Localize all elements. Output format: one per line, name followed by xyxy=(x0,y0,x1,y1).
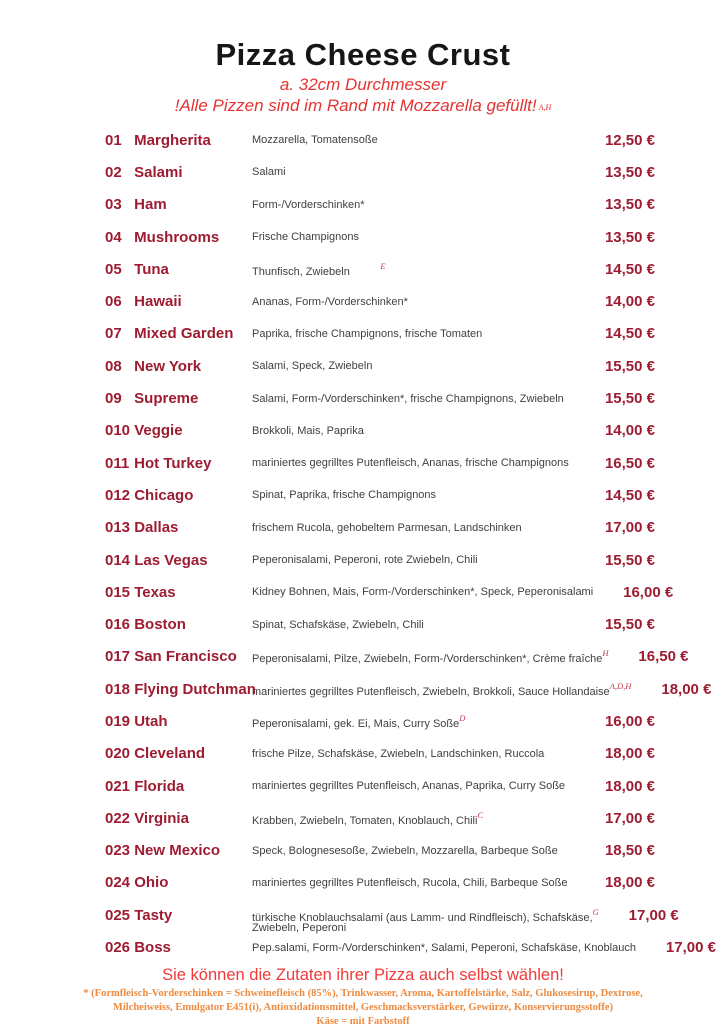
menu-list xyxy=(0,124,726,964)
item-name xyxy=(105,164,252,181)
item-price: 12,50 € xyxy=(604,131,655,149)
item-name xyxy=(105,680,256,698)
item-price: 15,50 € xyxy=(604,616,655,634)
item-ingredients: Frische Champignons xyxy=(252,231,359,244)
item-title: Mixed Garden xyxy=(134,325,234,343)
item-allergen-sup: D xyxy=(459,712,466,723)
item-title: Boss xyxy=(134,939,171,957)
item-number: 026 xyxy=(105,939,131,957)
item-number: 014 xyxy=(105,551,131,569)
item-allergen-sup: C xyxy=(477,809,484,820)
item-allergen-sup: A,D,H xyxy=(609,680,632,691)
item-ingredients: mariniertes gegrilltes Putenfleisch, Rucola, Chili, Barbeque Soße xyxy=(252,876,568,889)
item-title: Flying Dutchman xyxy=(134,680,256,698)
item-title: San Francisco xyxy=(134,648,237,666)
menu-item-row xyxy=(105,673,712,705)
item-description xyxy=(252,619,575,631)
item-name xyxy=(105,132,252,149)
item-name xyxy=(105,358,252,375)
menu-item-row xyxy=(105,221,655,253)
item-title: Supreme xyxy=(134,390,199,408)
ingredients-footnote xyxy=(0,987,726,1024)
item-price: 15,50 € xyxy=(604,551,655,569)
item-ingredients: Mozzarella, Tomatensoße xyxy=(252,134,378,147)
item-name xyxy=(105,616,252,633)
item-number: 07 xyxy=(105,325,122,343)
item-ingredients-line2: Zwiebeln, Peperoni xyxy=(252,921,347,934)
item-title: Tuna xyxy=(134,260,169,278)
item-description xyxy=(252,296,575,308)
item-description xyxy=(252,489,575,501)
menu-item-row xyxy=(105,738,655,770)
item-number: 03 xyxy=(105,196,122,214)
item-ingredients: Brokkoli, Mais, Paprika xyxy=(252,424,364,437)
item-number: 01 xyxy=(105,131,122,149)
item-allergen-sup: H xyxy=(602,648,609,659)
item-price: 18,50 € xyxy=(604,842,655,860)
page-title: Pizza Cheese Crust xyxy=(215,37,511,72)
item-description xyxy=(252,425,575,437)
menu-item-row xyxy=(105,835,655,867)
item-description xyxy=(252,942,636,954)
item-name xyxy=(105,907,252,924)
item-title: Las Vegas xyxy=(134,551,208,569)
item-price: 16,50 € xyxy=(638,648,689,666)
item-ingredients: frischem Rucola, gehobeltem Parmesan, Landschinken xyxy=(252,521,522,534)
menu-header xyxy=(0,0,726,118)
item-ingredients: Form-/Vorderschinken* xyxy=(252,198,365,211)
item-name xyxy=(105,519,252,536)
item-price: 14,00 € xyxy=(604,293,655,311)
item-description xyxy=(252,360,575,372)
item-name xyxy=(105,455,252,472)
menu-item-row xyxy=(105,479,655,511)
menu-item-row xyxy=(105,608,655,640)
item-title: Ohio xyxy=(134,874,169,892)
item-number: 023 xyxy=(105,842,131,860)
item-title: New York xyxy=(134,357,202,375)
item-number: 010 xyxy=(105,422,131,440)
item-name xyxy=(105,939,252,956)
item-name xyxy=(105,229,252,246)
item-number: 022 xyxy=(105,809,131,827)
item-ingredients: frische Pilze, Schafskäse, Zwiebeln, Landschinken, Ruccola xyxy=(252,747,545,760)
item-name xyxy=(105,842,252,859)
item-title: New Mexico xyxy=(134,842,221,860)
item-description xyxy=(252,681,631,698)
item-number: 08 xyxy=(105,357,122,375)
item-ingredients: Speck, Bolognesesoße, Zwiebeln, Mozzarella, Barbeque Soße xyxy=(252,844,558,857)
menu-item-row xyxy=(105,350,655,382)
item-description xyxy=(252,713,575,730)
item-allergen-sup: G xyxy=(592,906,599,917)
item-ingredients: Spinat, Schafskäse, Zwiebeln, Chili xyxy=(252,618,424,631)
item-ingredients: mariniertes gegrilltes Putenfleisch, Ananas, Paprika, Curry Soße xyxy=(252,780,566,793)
menu-item-row xyxy=(105,544,655,576)
item-allergen-sup: E xyxy=(380,260,386,271)
item-number: 017 xyxy=(105,648,131,666)
item-price: 13,50 € xyxy=(604,163,655,181)
item-price: 17,00 € xyxy=(604,809,655,827)
item-name xyxy=(105,293,252,310)
item-description xyxy=(252,906,599,934)
item-title: Salami xyxy=(134,163,183,181)
menu-item-row xyxy=(105,415,655,447)
item-title: Cleveland xyxy=(134,745,206,763)
item-price: 17,00 € xyxy=(665,939,716,957)
item-name xyxy=(105,874,252,891)
item-ingredients: türkische Knoblauchsalami (aus Lamm- und Rindfleisch), Schafskäse, xyxy=(252,911,593,924)
item-name xyxy=(105,390,252,407)
item-ingredients: Peperonisalami, Pilze, Zwiebeln, Form-/Vorderschinken*, Crème fraîche xyxy=(252,653,603,666)
item-description xyxy=(252,810,575,827)
item-title: Virginia xyxy=(134,809,189,827)
item-description xyxy=(252,522,575,534)
menu-item-row xyxy=(105,705,655,737)
item-price: 14,50 € xyxy=(604,486,655,504)
item-title: Utah xyxy=(134,712,168,730)
item-price: 18,00 € xyxy=(604,745,655,763)
item-number: 05 xyxy=(105,260,122,278)
menu-item-row xyxy=(105,318,655,350)
item-number: 019 xyxy=(105,712,131,730)
item-name xyxy=(105,778,252,795)
item-title: Chicago xyxy=(134,486,194,504)
menu-item-row xyxy=(105,576,674,608)
item-name xyxy=(105,648,252,665)
item-number: 021 xyxy=(105,777,131,795)
item-number: 015 xyxy=(105,583,131,601)
item-name xyxy=(105,422,252,439)
item-price: 16,00 € xyxy=(604,712,655,730)
menu-item-row xyxy=(105,447,655,479)
item-number: 013 xyxy=(105,519,131,537)
item-title: Hawaii xyxy=(134,293,182,311)
diameter-subtitle: a. 32cm Durchmesser xyxy=(279,75,447,94)
item-price: 17,00 € xyxy=(604,519,655,537)
item-price: 14,50 € xyxy=(604,260,655,278)
item-price: 14,50 € xyxy=(604,325,655,343)
item-name xyxy=(105,487,252,504)
footnote-line-2: Milcheiweiss, Emulgator E451(i), Antioxidationsmittel, Geschmacksverstärker, Gewürze, Konservierungsstoffe) xyxy=(112,1001,614,1013)
item-price: 18,00 € xyxy=(604,874,655,892)
item-ingredients: mariniertes gegrilltes Putenfleisch, Ananas, frische Champignons xyxy=(252,457,569,470)
item-ingredients: Peperonisalami, gek. Ei, Mais, Curry Soße xyxy=(252,717,460,730)
item-name xyxy=(105,584,252,601)
item-number: 04 xyxy=(105,228,122,246)
item-number: 012 xyxy=(105,486,131,504)
item-name xyxy=(105,713,252,730)
item-description xyxy=(252,845,575,857)
menu-item-row xyxy=(105,641,689,673)
item-description xyxy=(252,554,575,566)
item-description xyxy=(252,328,575,340)
item-number: 011 xyxy=(105,454,130,472)
item-price: 15,50 € xyxy=(604,390,655,408)
item-price: 13,50 € xyxy=(604,228,655,246)
item-number: 020 xyxy=(105,745,131,763)
item-number: 018 xyxy=(105,680,131,698)
item-description xyxy=(252,166,575,178)
item-ingredients: Thunfisch, Zwiebeln xyxy=(252,265,381,278)
item-price: 14,00 € xyxy=(604,422,655,440)
item-name xyxy=(105,325,252,342)
item-description xyxy=(252,877,575,889)
menu-item-row xyxy=(105,285,655,317)
menu-item-row xyxy=(105,802,655,834)
item-price: 18,00 € xyxy=(604,777,655,795)
item-name xyxy=(105,810,252,827)
item-number: 025 xyxy=(105,906,131,924)
item-description xyxy=(252,231,575,243)
item-title: Ham xyxy=(134,196,167,214)
item-title: Dallas xyxy=(134,519,179,537)
item-description xyxy=(252,393,575,405)
choose-toppings-line: Sie können die Zutaten ihrer Pizza auch selbst wählen! xyxy=(162,965,564,984)
item-number: 016 xyxy=(105,616,131,634)
footnote-line-1: * (Formfleisch-Vorderschinken = Schweinefleisch (85%), Trinkwasser, Aroma, Kartoffelstärke, Salz, Glukosesirup, Dextrose, xyxy=(83,987,643,999)
item-name xyxy=(105,552,252,569)
item-description xyxy=(252,780,575,792)
menu-item-row xyxy=(105,931,716,963)
item-price: 16,50 € xyxy=(604,454,655,472)
item-description xyxy=(252,457,575,469)
item-ingredients: Salami, Speck, Zwiebeln xyxy=(252,360,373,373)
item-price: 15,50 € xyxy=(604,357,655,375)
menu-item-row xyxy=(105,253,655,285)
item-price: 17,00 € xyxy=(628,906,679,924)
item-ingredients: Ananas, Form-/Vorderschinken* xyxy=(252,295,408,308)
item-title: Boston xyxy=(134,616,186,634)
item-title: Margherita xyxy=(134,131,211,149)
item-ingredients: Pep.salami, Form-/Vorderschinken*, Salami, Peperoni, Schafskäse, Knoblauch xyxy=(252,941,636,954)
item-name xyxy=(105,196,252,213)
item-description xyxy=(252,748,575,760)
crust-note-text: !Alle Pizzen sind im Rand mit Mozzarella gefüllt! xyxy=(174,96,537,115)
menu-item-row xyxy=(105,770,655,802)
item-description xyxy=(252,199,575,211)
item-ingredients: Spinat, Paprika, frische Champignons xyxy=(252,489,437,502)
item-title: Florida xyxy=(134,777,185,795)
item-name xyxy=(105,261,252,278)
item-number: 02 xyxy=(105,163,122,181)
menu-item-row xyxy=(105,899,679,934)
item-price: 18,00 € xyxy=(661,680,712,698)
menu-item-row xyxy=(105,156,655,188)
crust-note xyxy=(0,95,726,118)
menu-item-row xyxy=(105,124,655,156)
item-description xyxy=(252,648,608,665)
item-ingredients: Kidney Bohnen, Mais, Form-/Vorderschinken*, Speck, Peperonisalami xyxy=(252,586,594,599)
menu-item-row xyxy=(105,867,655,899)
item-name xyxy=(105,745,252,762)
item-title: Texas xyxy=(134,583,176,601)
item-ingredients: Salami xyxy=(252,166,286,179)
menu-item-row xyxy=(105,382,655,414)
item-description xyxy=(252,134,575,146)
item-price: 13,50 € xyxy=(604,196,655,214)
footnote-line-3: Käse = mit Farbstoff xyxy=(316,1015,410,1024)
item-ingredients: Paprika, frische Champignons, frische Tomaten xyxy=(252,327,483,340)
item-title: Veggie xyxy=(134,422,183,440)
menu-item-row xyxy=(105,512,655,544)
item-description xyxy=(252,586,593,598)
crust-note-allergen-sup: A,H xyxy=(538,103,552,112)
item-ingredients: mariniertes gegrilltes Putenfleisch, Zwiebeln, Brokkoli, Sauce Hollandaise xyxy=(252,685,610,698)
item-ingredients: Krabben, Zwiebeln, Tomaten, Knoblauch, Chili xyxy=(252,814,478,827)
item-number: 024 xyxy=(105,874,131,892)
item-title: Tasty xyxy=(134,906,173,924)
item-price: 16,00 € xyxy=(623,583,674,601)
menu-item-row xyxy=(105,189,655,221)
item-number: 06 xyxy=(105,293,122,311)
item-title: Mushrooms xyxy=(134,228,220,246)
item-title: Hot Turkey xyxy=(134,454,212,472)
item-description xyxy=(252,261,575,278)
item-number: 09 xyxy=(105,390,122,408)
item-ingredients: Peperonisalami, Peperoni, rote Zwiebeln, Chili xyxy=(252,554,478,566)
item-ingredients: Salami, Form-/Vorderschinken*, frische Champignons, Zwiebeln xyxy=(252,392,564,405)
